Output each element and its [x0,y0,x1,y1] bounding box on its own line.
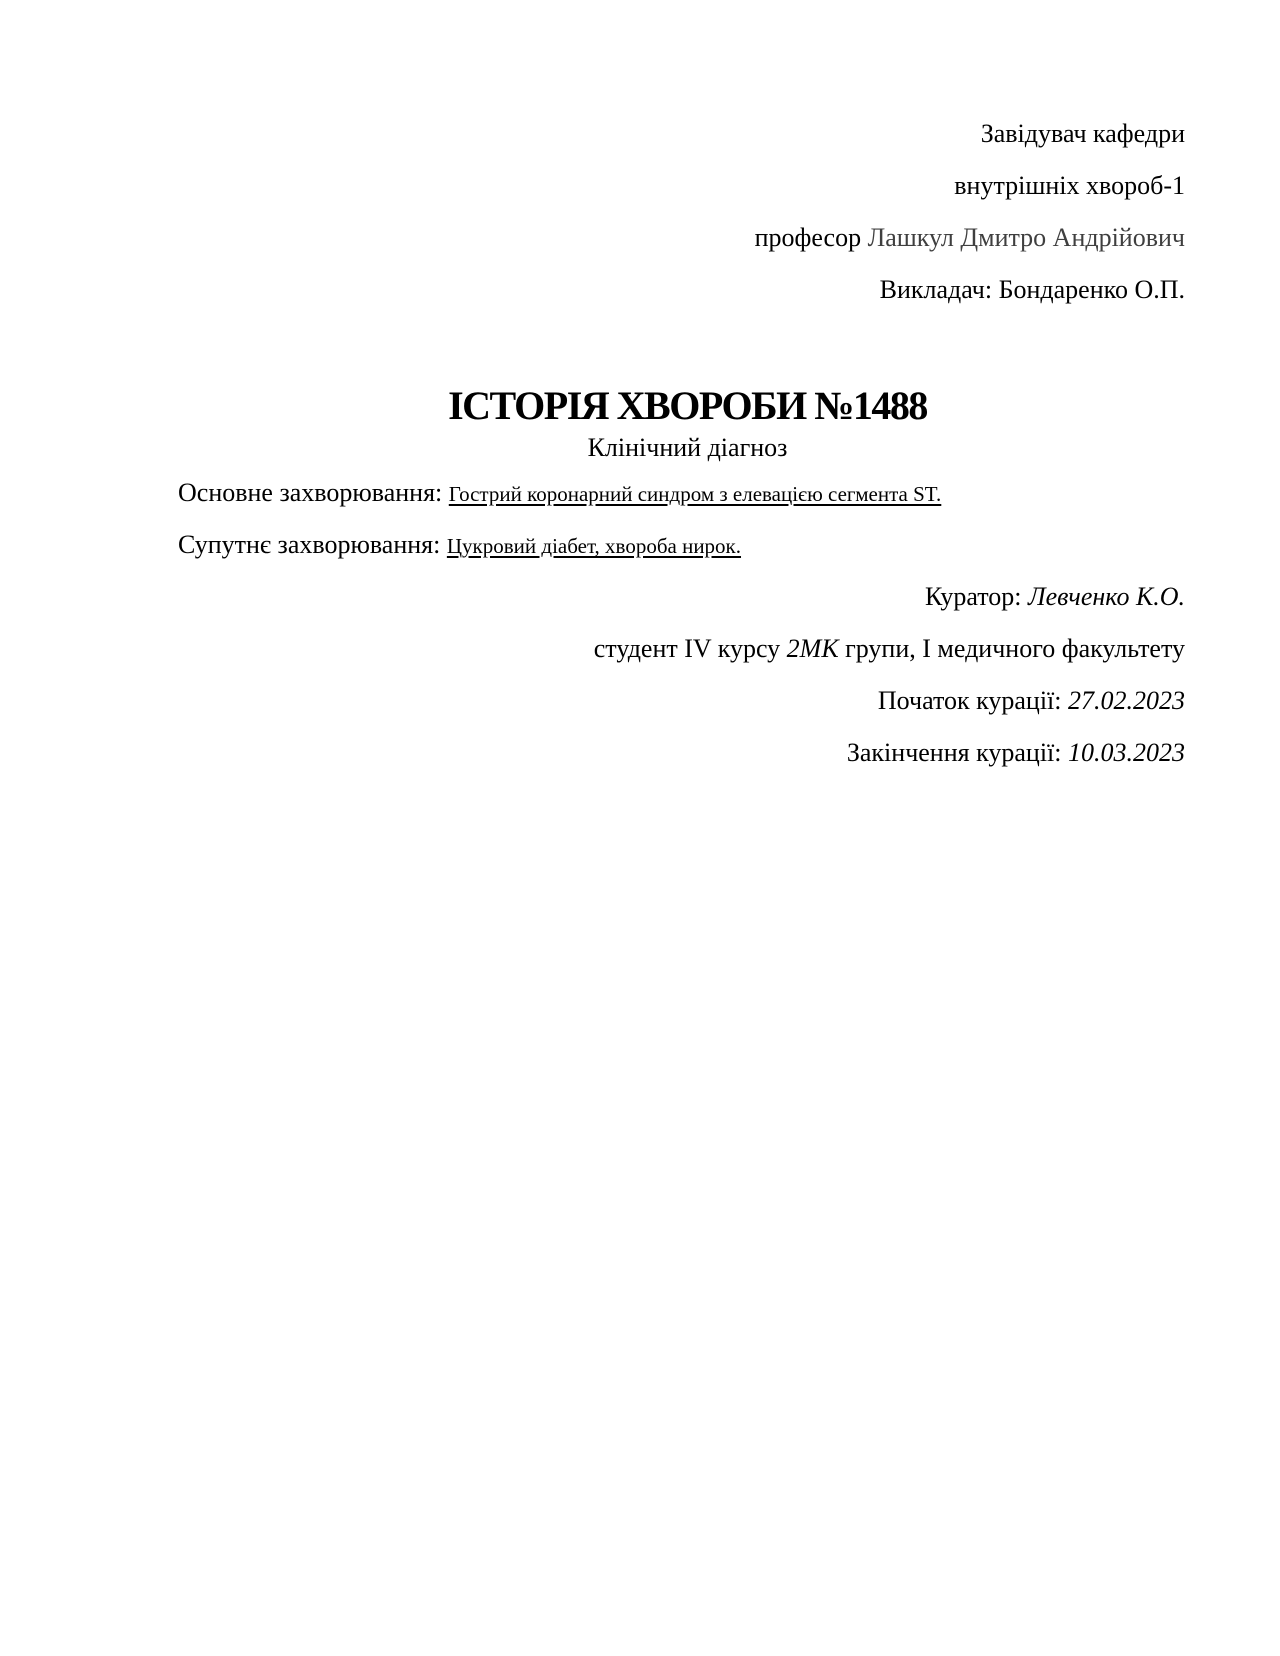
curator-label: Куратор: [925,582,1022,611]
curation-start-line [878,685,1185,717]
department-line [954,170,1185,202]
primary-diagnosis-label: Основне захворювання: [178,478,443,507]
student-prefix: студент IV курсу [593,634,781,663]
student-group: 2МК [786,634,839,663]
page-subtitle: Клінічний діагноз [587,433,788,462]
primary-diagnosis-value: Гострий коронарний синдром з елевацією сегмента ST. [448,482,942,506]
lecturer-name: Бондаренко О.П. [998,275,1185,304]
curator-line [925,581,1185,613]
curation-end-date: 10.03.2023 [1068,738,1185,767]
lecturer-label: Викладач: [879,275,993,304]
primary-diagnosis-line [178,477,941,510]
head-of-department-label: Завідувач кафедри [980,119,1185,148]
student-suffix: групи, І медичного факультету [845,634,1185,663]
curator-name: Левченко К.О. [1028,582,1185,611]
comorbid-diagnosis-value: Цукровий діабет, хвороба нирок. [446,534,742,558]
head-of-department-line [981,118,1185,150]
student-line [594,633,1185,665]
department-name: внутрішніх хвороб-1 [954,171,1185,200]
professor-label: професор [754,223,862,252]
lecturer-line [880,274,1185,306]
professor-line [755,222,1185,254]
professor-name: Лашкул Дмитро Андрійович [867,223,1185,252]
page-title: ІСТОРІЯ ХВОРОБИ №1488 [448,383,927,428]
curation-end-line [847,737,1185,769]
curation-end-label: Закінчення курації: [846,738,1062,767]
comorbid-diagnosis-line [178,529,741,562]
curation-start-date: 27.02.2023 [1068,686,1185,715]
comorbid-diagnosis-label: Супутнє захворювання: [178,530,441,559]
curation-start-label: Початок курації: [877,686,1062,715]
